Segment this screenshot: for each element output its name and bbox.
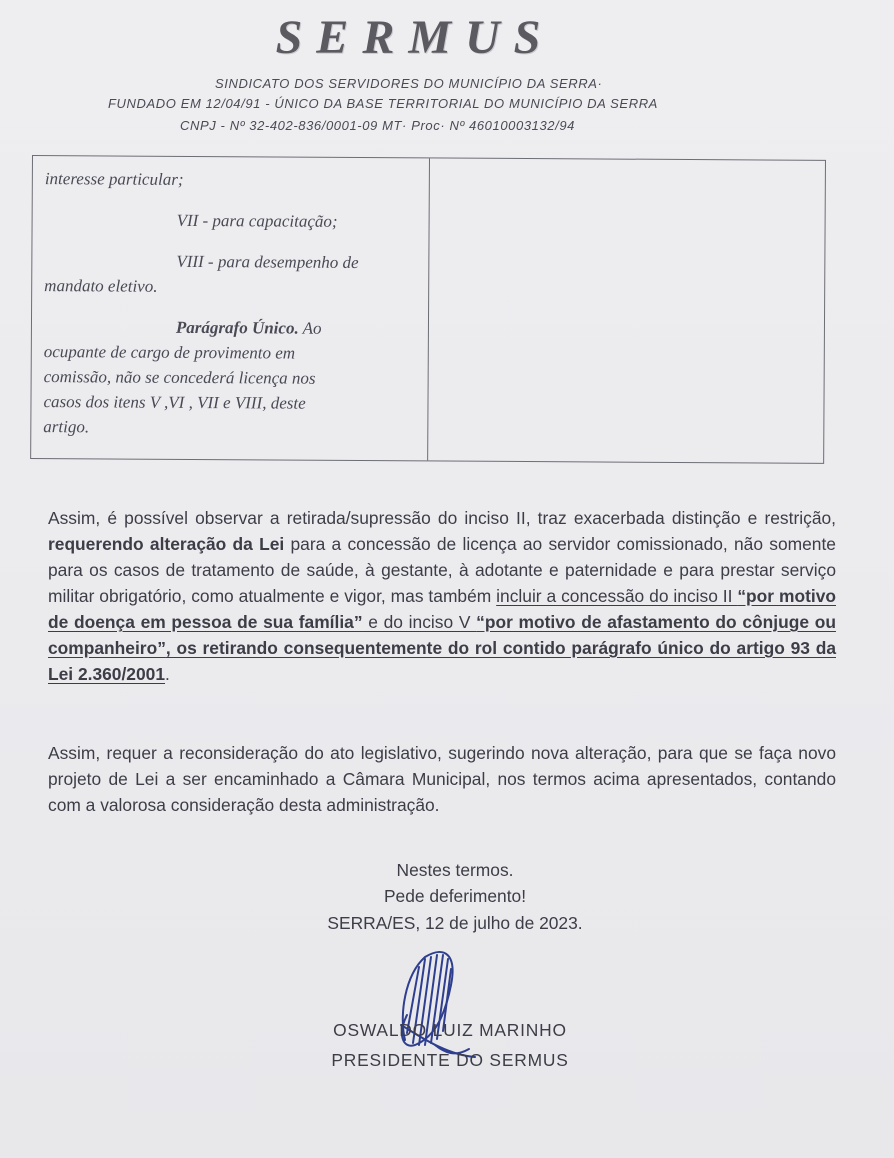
underlined-bold-run: “por motivo de afastamento do cônjuge ou companheiro”	[48, 612, 836, 658]
text-run: para a concessão de licença ao servidor comissionado, não somente para os casos de tratamento de saúde, à gestante, à adotante e paternidade e para prestar serviço militar obrigatório, como atualmente e vigor, mas também	[48, 534, 836, 606]
table-column-divider	[427, 158, 430, 460]
text-run: Assim, é possível observar a retirada/supressão do inciso II, traz exacerbada distinção e restrição,	[48, 508, 836, 528]
letterhead-line-3: CNPJ - Nº 32-402-836/0001-09 MT· Proc· Nº 46010003132/94	[180, 118, 576, 133]
closing-line-1: Nestes termos.	[396, 860, 514, 880]
table-line: VII - para capacitação;	[176, 210, 338, 231]
paragraph-unico-title: Parágrafo Único.	[175, 317, 299, 338]
body-paragraph-1	[48, 505, 836, 687]
table-line: ocupante de cargo de provimento em	[43, 342, 296, 363]
text-run: .	[165, 664, 170, 684]
body-paragraph-2: Assim, requer a reconsideração do ato legislativo, sugerindo nova alteração, para que se faça novo projeto de Lei a ser encaminhado a Câmara Municipal, nos termos acima apresentados, contando com a valorosa consideração desta administração.	[48, 743, 836, 815]
underlined-bold-run: “por motivo de doença em pessoa de sua família”	[48, 586, 836, 632]
closing-line-2: Pede deferimento!	[383, 886, 527, 906]
law-excerpt-table	[30, 155, 826, 464]
table-text: Ao	[298, 318, 322, 338]
underlined-bold-run: , os retirando consequentemente do rol contido parágrafo único do artigo 93 da Lei 2.360/2001	[48, 638, 836, 684]
closing-date: SERRA/ES, 12 de julho de 2023.	[327, 913, 583, 933]
bold-run: requerendo alteração da Lei	[48, 534, 285, 554]
table-paragraph-heading	[44, 314, 422, 341]
underlined-run: e do inciso V	[362, 612, 477, 632]
table-line: comissão, não se concederá licença nos	[43, 367, 316, 388]
table-line: mandato eletivo.	[44, 276, 158, 296]
sermus-logo: SERMUS	[275, 11, 555, 64]
signatory-role: PRESIDENTE DO SERMUS	[331, 1050, 569, 1070]
letterhead-line-1: SINDICATO DOS SERVIDORES DO MUNICÍPIO DA SERRA·	[215, 76, 603, 91]
table-line: VIII - para desempenho de	[176, 251, 359, 272]
table-line: casos dos itens V ,VI , VII e VIII, deste	[43, 392, 306, 413]
letterhead-line-2: FUNDADO EM 12/04/91 - ÚNICO DA BASE TERRITORIAL DO MUNICÍPIO DA SERRA	[108, 96, 658, 111]
handwritten-signature	[385, 945, 485, 1065]
table-line: interesse particular;	[44, 169, 184, 189]
signature-strokes	[401, 952, 475, 1057]
table-left-cell	[43, 166, 423, 441]
table-line: artigo.	[43, 417, 90, 437]
underlined-run: incluir a concessão do inciso II	[496, 586, 738, 606]
signatory-name: OSWALDO LUIZ MARINHO	[333, 1020, 567, 1040]
